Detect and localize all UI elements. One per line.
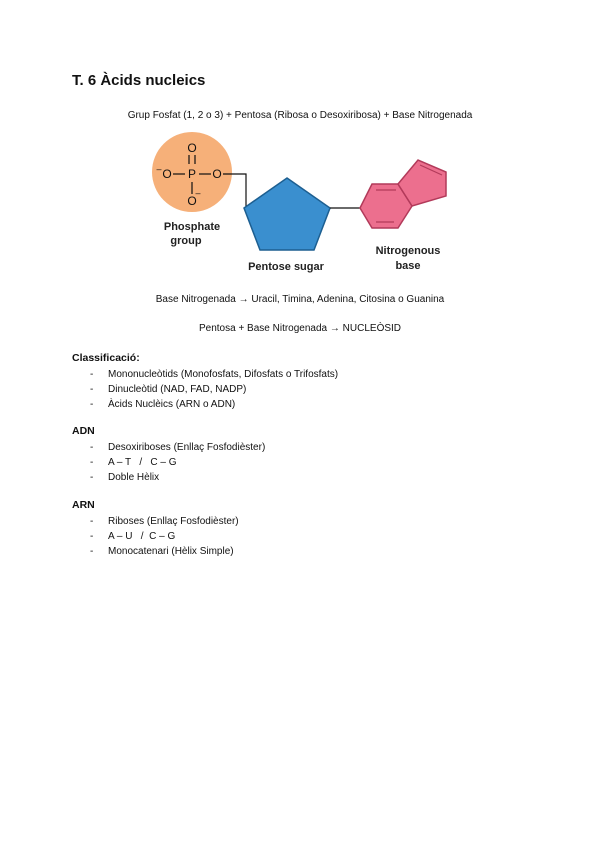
arn-list: [72, 514, 239, 559]
list-item-text: Doble Hèlix: [108, 472, 160, 483]
list-item: [72, 514, 239, 529]
phosphate-bottom-charge: –: [195, 188, 201, 198]
formula-line: Grup Fosfat (1, 2 o 3) + Pentosa (Ribosa o Desoxiribosa) + Base Nitrogenada: [127, 110, 473, 121]
pentose-label: Pentose sugar: [248, 261, 324, 273]
list-item-text: A – T / C – G: [108, 457, 177, 468]
phosphate-label-line2: group: [170, 235, 202, 247]
dash-mark: -: [90, 531, 94, 542]
list-item-text: Riboses (Enllaç Fosfodièster): [108, 516, 239, 527]
list-item: [72, 367, 338, 382]
pentose-pentagon: [244, 178, 330, 250]
arn-title: ARN: [72, 499, 95, 511]
list-item: [72, 544, 239, 559]
phosphate-label-line1: Phosphate: [163, 221, 221, 233]
dash-mark: -: [90, 442, 94, 453]
list-item: [72, 470, 265, 485]
list-item: [72, 397, 338, 412]
list-item-text: Mononucleòtids (Monofosfats, Difosfats o Trifosfats): [108, 369, 339, 380]
bases-line: Base Nitrogenada → Uracil, Timina, Adenina, Citosina o Guanina: [155, 294, 445, 305]
dash-mark: -: [90, 399, 94, 410]
list-item: [72, 440, 265, 455]
dash-mark: -: [90, 384, 94, 395]
dash-mark: -: [90, 516, 94, 527]
phosphate-left-oxygen: O: [162, 167, 172, 181]
dash-mark: -: [90, 546, 94, 557]
dash-mark: -: [90, 472, 94, 483]
list-item-text: A – U / C – G: [108, 531, 176, 542]
list-item-text: Monocatenari (Hèlix Simple): [108, 546, 234, 557]
phosphate-right-oxygen: O: [212, 167, 222, 181]
page-title: T. 6 Àcids nucleics: [72, 72, 206, 89]
phosphate-left-charge: –: [156, 164, 162, 174]
adn-list: [72, 440, 265, 485]
base-label-line2: base: [395, 260, 421, 272]
dash-mark: -: [90, 457, 94, 468]
phosphate-bottom-oxygen: O: [187, 194, 197, 208]
phosphate-top-oxygen: O: [187, 141, 197, 155]
list-item-text: Àcids Nuclèics (ARN o ADN): [108, 399, 236, 410]
list-item: [72, 529, 239, 544]
nucleoside-line: Pentosa + Base Nitrogenada → NUCLEÒSID: [198, 323, 402, 334]
dash-mark: -: [90, 369, 94, 380]
nucleotide-diagram: [140, 132, 460, 282]
list-item: [72, 382, 338, 397]
list-item-text: Dinucleòtid (NAD, FAD, NADP): [108, 384, 247, 395]
classificacio-title: Classificació:: [72, 352, 140, 364]
list-item-text: Desoxiriboses (Enllaç Fosfodièster): [108, 442, 266, 453]
phosphate-phosphorus: P: [187, 167, 197, 181]
classificacio-list: [72, 367, 338, 412]
adn-title: ADN: [72, 425, 95, 437]
list-item: [72, 455, 265, 470]
base-label-line1: Nitrogenous: [375, 245, 441, 257]
